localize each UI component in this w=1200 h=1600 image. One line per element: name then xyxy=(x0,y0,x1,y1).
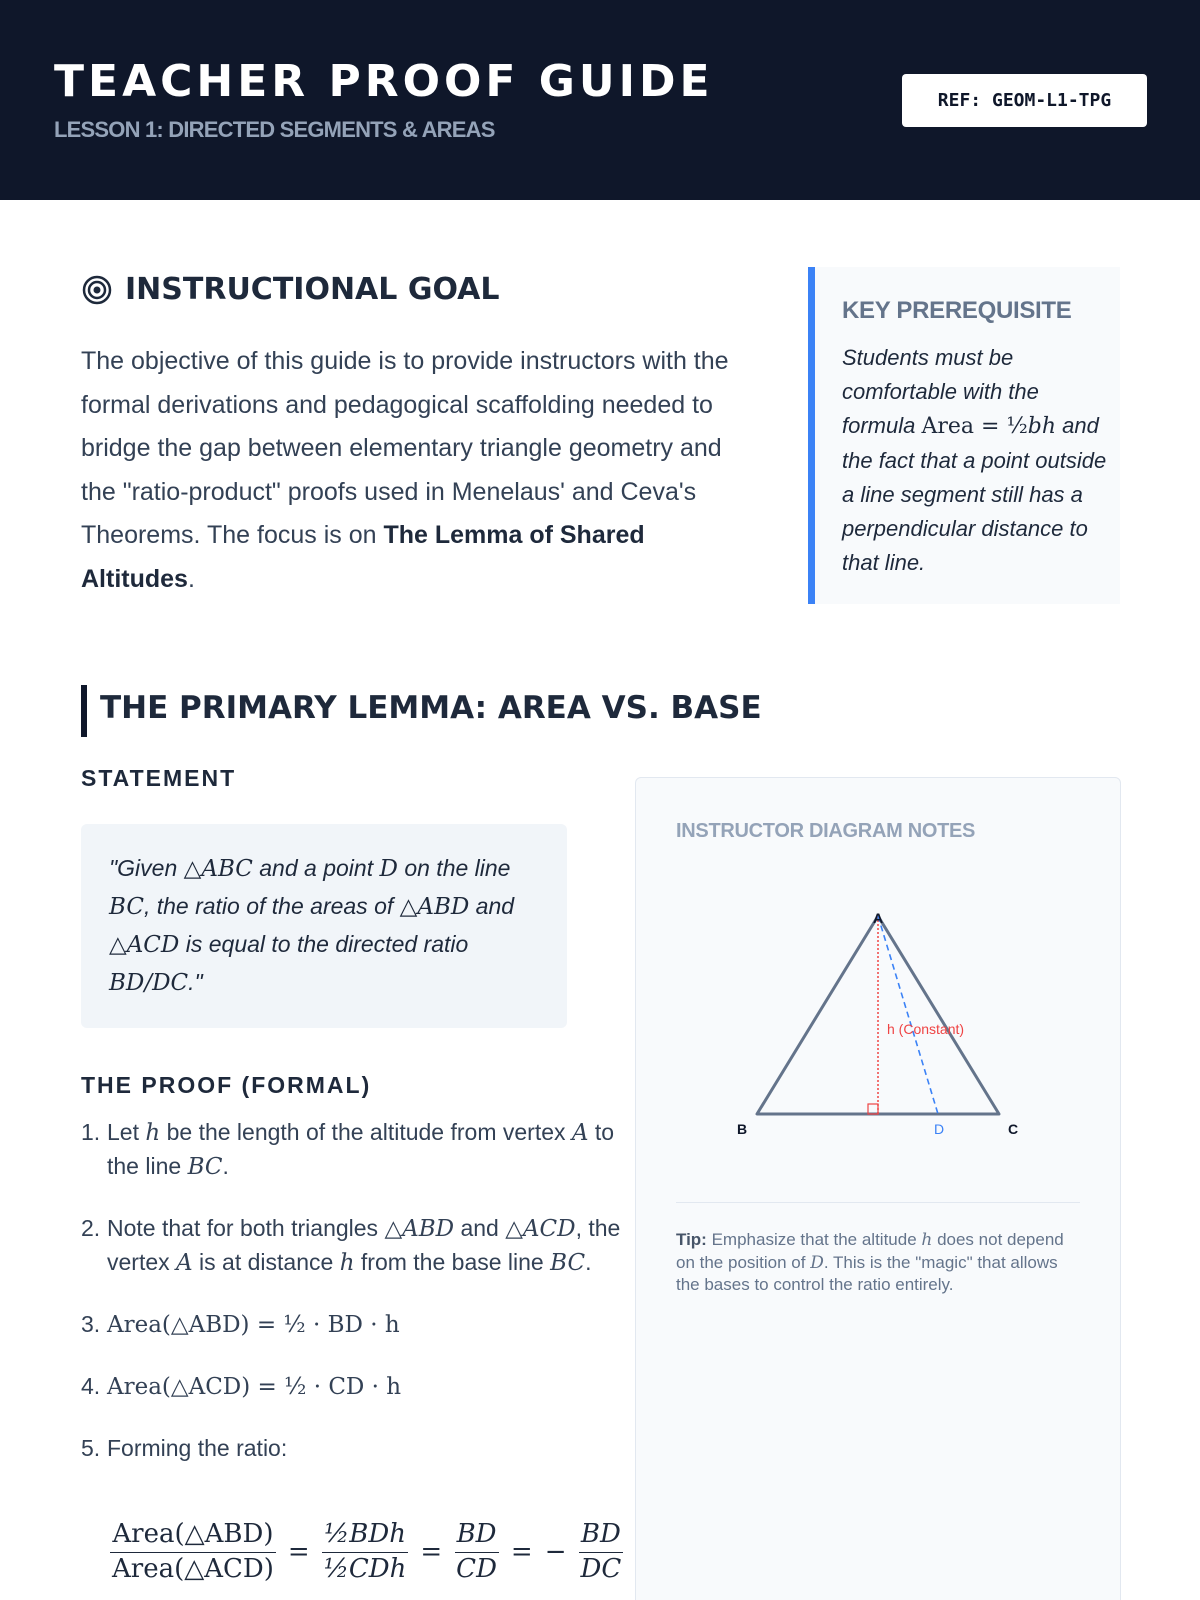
equals-sign: = xyxy=(510,1537,533,1568)
stmt-part: , the ratio of the areas of xyxy=(143,893,400,919)
fraction xyxy=(579,1520,624,1585)
goal-heading-text: INSTRUCTIONAL GOAL xyxy=(125,272,500,307)
prerequisite-label: KEY PREREQUISITE xyxy=(842,297,1072,324)
step-math: BC xyxy=(187,1154,223,1180)
formula-area: Area xyxy=(921,414,975,439)
step-text: to the line xyxy=(107,1119,615,1179)
step-text: Forming the ratio: xyxy=(107,1435,288,1461)
formula-bh: bh xyxy=(1027,414,1057,439)
tip-text: does not depend on the position of xyxy=(676,1230,1064,1272)
document-subtitle: LESSON 1: DIRECTED SEGMENTS & AREAS xyxy=(54,117,495,142)
numerator: BD xyxy=(579,1520,623,1553)
tip-text: Emphasize that the altitude xyxy=(706,1230,922,1249)
prereq-text-1: Students must be comfortable with the formula xyxy=(842,345,1039,438)
step-number: 2. xyxy=(81,1215,101,1241)
stmt-math: BC xyxy=(109,894,144,920)
denominator: Area(△ACD) xyxy=(112,1553,274,1584)
stmt-math: △ABD xyxy=(399,894,470,920)
reference-badge: REF: GEOM-L1-TPG xyxy=(902,74,1147,127)
step-text: . xyxy=(585,1249,592,1275)
formula-half: ½ xyxy=(1006,414,1028,439)
statement-heading: STATEMENT xyxy=(81,765,237,791)
step-math: BC xyxy=(550,1250,586,1276)
step-math: A xyxy=(571,1120,589,1146)
denominator: ½CDh xyxy=(323,1553,407,1584)
tip-label: Tip: xyxy=(676,1230,707,1249)
diagram-divider xyxy=(676,1202,1080,1203)
vertex-label-c: C xyxy=(1008,1121,1019,1137)
step-number: 5. xyxy=(81,1435,101,1461)
numerator: ½BDh xyxy=(322,1520,408,1553)
step-number: 3. xyxy=(81,1311,101,1337)
cevian-ad xyxy=(878,916,938,1114)
header xyxy=(0,0,1200,200)
formula-equals: = xyxy=(974,414,1007,439)
triangle-diagram xyxy=(636,778,1122,1198)
key-prerequisite-callout xyxy=(808,267,1120,604)
fraction xyxy=(454,1520,499,1585)
equals-sign: = xyxy=(287,1537,310,1568)
fraction xyxy=(322,1520,409,1585)
proof-step xyxy=(81,1116,621,1184)
altitude-label: h (Constant) xyxy=(887,1021,965,1037)
prereq-text-2: and the fact that a point outside a line segment still has a perpendicular distance to that line. xyxy=(842,413,1107,575)
statement-text xyxy=(109,850,549,1002)
step-math: A xyxy=(176,1250,193,1276)
stmt-part: is equal to the directed ratio xyxy=(179,931,469,957)
proof-step xyxy=(81,1432,621,1465)
step-math: h xyxy=(145,1120,161,1146)
step-expression: Area(△ACD) = ½ · CD · h xyxy=(107,1374,402,1400)
instructor-diagram-card xyxy=(635,777,1121,1600)
stmt-math: D xyxy=(379,856,398,882)
tip-text: . This is the "magic" that allows the bases to control the ratio entirely. xyxy=(676,1252,1058,1294)
section-accent-bar xyxy=(81,685,87,737)
denominator: DC xyxy=(580,1553,622,1584)
stmt-math: △ABC xyxy=(183,856,253,882)
step-number: 4. xyxy=(81,1373,101,1399)
stmt-math: BD/DC xyxy=(109,970,189,996)
numerator: BD xyxy=(455,1520,499,1553)
step-math: △ACD xyxy=(505,1216,576,1242)
step-expression: Area(△ABD) = ½ · BD · h xyxy=(107,1312,400,1338)
prerequisite-text xyxy=(842,341,1107,580)
proof-step xyxy=(81,1212,621,1280)
step-number: 1. xyxy=(81,1119,101,1145)
tip-math: D xyxy=(810,1252,824,1273)
numerator: Area(△ABD) xyxy=(110,1520,275,1553)
stmt-part: ." xyxy=(188,969,203,995)
lemma-section-title: THE PRIMARY LEMMA: AREA VS. BASE xyxy=(100,690,762,726)
step-text: is at distance xyxy=(192,1249,340,1275)
stmt-part: on the line xyxy=(397,855,511,881)
proof-step xyxy=(81,1370,621,1404)
goal-emphasis: The Lemma of Shared Altitudes xyxy=(81,521,645,593)
vertex-label-a: A xyxy=(873,910,884,926)
stmt-part: and a point xyxy=(252,855,380,881)
stmt-part: and xyxy=(469,893,515,919)
step-text: and xyxy=(454,1215,506,1241)
stmt-part: "Given xyxy=(109,855,184,881)
ratio-equation xyxy=(110,1520,623,1585)
step-math: △ABD xyxy=(384,1216,455,1242)
target-icon xyxy=(81,274,113,306)
proof-heading: THE PROOF (FORMAL) xyxy=(81,1072,372,1098)
proof-steps xyxy=(81,1116,621,1493)
step-text: be the length of the altitude from vertex xyxy=(160,1119,572,1145)
vertex-label-b: B xyxy=(737,1121,748,1137)
stmt-math: △ACD xyxy=(109,932,180,958)
goal-body-end: . xyxy=(187,564,195,593)
equals-sign: = xyxy=(420,1537,443,1568)
denominator: CD xyxy=(456,1553,497,1584)
step-text: from the base line xyxy=(354,1249,551,1275)
minus-sign: − xyxy=(544,1537,567,1568)
step-text: Note that for both triangles xyxy=(107,1215,385,1241)
goal-body xyxy=(81,340,741,601)
statement-box xyxy=(81,824,567,1028)
step-math: h xyxy=(339,1250,355,1276)
step-text: . xyxy=(222,1153,229,1179)
proof-step xyxy=(81,1308,621,1342)
tip-math: h xyxy=(921,1230,933,1250)
goal-body-text: The objective of this guide is to provide instructors with the formal derivations and pedagogical scaffolding needed to bridge the gap between elementary triangle geometry and the "ratio-product" proofs used in Menelaus' and Ceva's Theorems. The focus is on xyxy=(81,347,729,549)
diagram-tip xyxy=(676,1229,1080,1297)
point-label-d: D xyxy=(934,1121,945,1137)
step-text: , the vertex xyxy=(107,1215,621,1275)
fraction xyxy=(110,1520,276,1585)
step-text: Let xyxy=(107,1119,146,1145)
diagram-title: INSTRUCTOR DIAGRAM NOTES xyxy=(676,820,976,842)
document-title: TEACHER PROOF GUIDE xyxy=(54,56,714,107)
instructional-goal-heading xyxy=(81,272,500,307)
